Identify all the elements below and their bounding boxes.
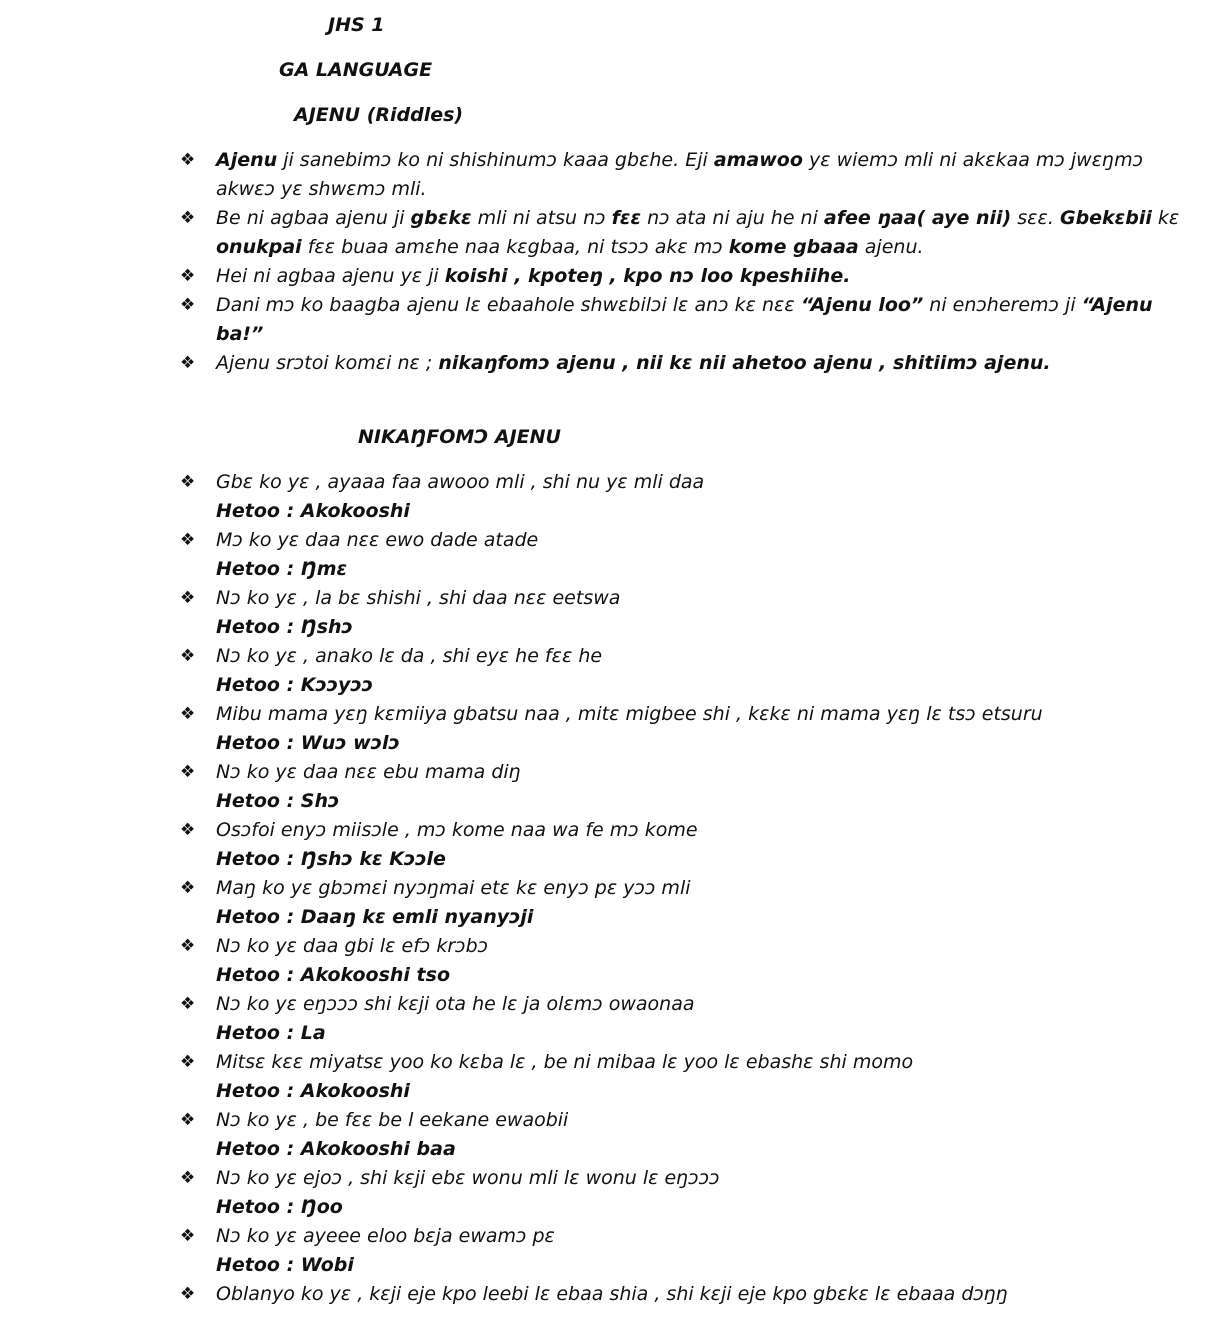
four-diamond-bullet-icon: ❖ (180, 150, 196, 170)
term-fee: fɛɛ (611, 207, 642, 229)
four-diamond-bullet-icon: ❖ (180, 472, 196, 492)
list-item (0, 468, 1086, 526)
four-diamond-bullet-icon: ❖ (180, 1052, 196, 1072)
list-item (0, 642, 1086, 700)
four-diamond-bullet-icon: ❖ (180, 208, 196, 228)
riddle-answer: Hetoo : Akokooshi tso (216, 964, 450, 986)
term-afee-naa: afee ŋaa( aye nii) (823, 207, 1012, 229)
term-amawoo: amawoo (713, 149, 803, 171)
riddle-list (0, 468, 1086, 1309)
subject-heading: GA LANGUAGE (279, 59, 433, 81)
riddle-answer: Hetoo : Wobi (216, 1254, 354, 1276)
list-item (0, 526, 1086, 584)
list-item (0, 262, 1086, 291)
four-diamond-bullet-icon: ❖ (180, 936, 196, 956)
four-diamond-bullet-icon: ❖ (180, 994, 196, 1014)
riddle-question: Nɔ ko yɛ , be fɛɛ be l eekane ewaobii (216, 1109, 569, 1131)
intro-text: ji sanebimɔ ko ni shishinumɔ kaaa gbɛhe. Eji (277, 149, 714, 171)
four-diamond-bullet-icon: ❖ (180, 1226, 196, 1246)
riddle-answer: Hetoo : Ŋoo (216, 1196, 343, 1218)
riddle-question: Nɔ ko yɛ daa nɛɛ ebu mama diŋ (216, 761, 521, 783)
intro-text: Be ni agbaa ajenu ji (216, 207, 411, 229)
riddle-answer: Hetoo : Akokooshi baa (216, 1138, 456, 1160)
intro-text: Ajenu srɔtoi komɛi nɛ ; (216, 352, 439, 374)
four-diamond-bullet-icon: ❖ (180, 704, 196, 724)
list-item (0, 204, 1180, 262)
section-heading: NIKAŊFOMƆ AJENU (358, 426, 561, 448)
topic-heading: AJENU (Riddles) (294, 104, 464, 126)
intro-text: akwɛɔ yɛ shwɛmɔ mli. (216, 178, 427, 200)
intro-text: Hei ni agbaa ajenu yɛ ji (216, 265, 445, 287)
intro-text: ajenu. (858, 236, 924, 258)
riddle-question: Nɔ ko yɛ ejoɔ , shi kɛji ebɛ wonu mli lɛ wonu lɛ eŋɔɔɔ (216, 1167, 720, 1189)
riddle-question: Osɔfoi enyɔ miisɔle , mɔ kome naa wa fe mɔ kome (216, 819, 698, 841)
four-diamond-bullet-icon: ❖ (180, 266, 196, 286)
four-diamond-bullet-icon: ❖ (180, 530, 196, 550)
riddle-question: Mɔ ko yɛ daa nɛɛ ewo dade atade (216, 529, 539, 551)
riddle-question: Maŋ ko yɛ gbɔmɛi nyɔŋmai etɛ kɛ enyɔ pɛ yɔɔ mli (216, 877, 691, 899)
list-item (0, 349, 1086, 378)
four-diamond-bullet-icon: ❖ (180, 1110, 196, 1130)
riddle-answer: Hetoo : Ŋshɔ kɛ Kɔɔle (216, 848, 446, 870)
riddle-question: Gbɛ ko yɛ , ayaaa faa awooo mli , shi nu yɛ mli daa (216, 471, 705, 493)
four-diamond-bullet-icon: ❖ (180, 353, 196, 373)
four-diamond-bullet-icon: ❖ (180, 820, 196, 840)
riddle-answer: Hetoo : Wuɔ wɔlɔ (216, 732, 400, 754)
term-ajenu: Ajenu (216, 149, 278, 171)
riddle-question: Nɔ ko yɛ ayeee eloo bɛja ewamɔ pɛ (216, 1225, 555, 1247)
class-level-heading: JHS 1 (328, 14, 385, 36)
list-item (0, 291, 1153, 349)
intro-bullet-list (0, 146, 1180, 378)
intro-text: yɛ wiemɔ mli ni akɛkaa mɔ jwɛŋmɔ (802, 149, 1144, 171)
list-item (0, 816, 1086, 874)
riddle-answer: Hetoo : Akokooshi (216, 500, 410, 522)
four-diamond-bullet-icon: ❖ (180, 762, 196, 782)
list-item (0, 1280, 1086, 1309)
term-ajenu-ba: “Ajenu (1081, 294, 1153, 316)
list-item (0, 874, 1086, 932)
riddle-answer: Hetoo : Daaŋ kɛ emli nyanyɔji (216, 906, 534, 928)
riddle-answer: Hetoo : Ŋshɔ (216, 616, 353, 638)
four-diamond-bullet-icon: ❖ (180, 1284, 196, 1304)
riddle-answer: Hetoo : Kɔɔyɔɔ (216, 674, 373, 696)
intro-text: mli ni atsu nɔ (471, 207, 612, 229)
list-item (0, 1164, 1086, 1222)
intro-text: fɛɛ buaa amɛhe naa kɛgbaa, ni tsɔɔ akɛ mɔ (301, 236, 729, 258)
intro-text: ni enɔheremɔ ji (923, 294, 1082, 316)
term-onukpai: onukpai (216, 236, 302, 258)
riddle-question: Mitsɛ kɛɛ miyatsɛ yoo ko kɛba lɛ , be ni mibaa lɛ yoo lɛ ebashɛ shi momo (216, 1051, 914, 1073)
list-item (0, 932, 1086, 990)
riddle-question: Mibu mama yɛŋ kɛmiiya gbatsu naa , mitɛ migbee shi , kɛkɛ ni mama yɛŋ lɛ tsɔ etsuru (216, 703, 1043, 725)
list-item (0, 758, 1086, 816)
riddle-answer: Hetoo : Ŋmɛ (216, 558, 348, 580)
list-item (0, 1048, 1086, 1106)
four-diamond-bullet-icon: ❖ (180, 878, 196, 898)
term-gbekebii: Gbekɛbii (1059, 207, 1152, 229)
riddle-question: Nɔ ko yɛ eŋɔɔɔ shi kɛji ota he lɛ ja olɛmɔ owaonaa (216, 993, 695, 1015)
riddle-question: Oblanyo ko yɛ , kɛji eje kpo leebi lɛ ebaa shia , shi kɛji eje kpo gbɛkɛ lɛ ebaaa dɔŋŋ (216, 1283, 1008, 1305)
intro-text: nɔ ata ni aju he ni (641, 207, 824, 229)
intro-text: Dani mɔ ko baagba ajenu lɛ ebaahole shwɛbilɔi lɛ anɔ kɛ nɛɛ (216, 294, 801, 316)
term-kome-gbaaa: kome gbaaa (728, 236, 859, 258)
riddle-question: Nɔ ko yɛ daa gbi lɛ efɔ krɔbɔ (216, 935, 489, 957)
list-item (0, 990, 1086, 1048)
term-places: koishi , kpoteŋ , kpo nɔ loo kpeshiihe. (444, 265, 851, 287)
list-item (0, 584, 1086, 642)
list-item (0, 700, 1086, 758)
list-item (0, 146, 1144, 204)
riddle-answer: Hetoo : La (216, 1022, 326, 1044)
four-diamond-bullet-icon: ❖ (180, 588, 196, 608)
riddle-answer: Hetoo : Shɔ (216, 790, 340, 812)
riddle-answer: Hetoo : Akokooshi (216, 1080, 410, 1102)
four-diamond-bullet-icon: ❖ (180, 1168, 196, 1188)
list-item (0, 1106, 1086, 1164)
four-diamond-bullet-icon: ❖ (180, 646, 196, 666)
intro-text: sɛɛ. (1011, 207, 1060, 229)
riddle-question: Nɔ ko yɛ , la bɛ shishi , shi daa nɛɛ eetswa (216, 587, 621, 609)
list-item (0, 1222, 1086, 1280)
term-ajenu-ba: ba!” (216, 323, 264, 345)
intro-text: kɛ (1151, 207, 1180, 229)
four-diamond-bullet-icon: ❖ (180, 295, 196, 315)
riddle-question: Nɔ ko yɛ , anako lɛ da , shi eyɛ he fɛɛ he (216, 645, 603, 667)
term-ajenu-loo: “Ajenu loo” (800, 294, 924, 316)
term-gbeke: gbɛkɛ (410, 207, 472, 229)
term-riddle-types: nikaŋfomɔ ajenu , nii kɛ nii ahetoo ajenu , shitiimɔ ajenu. (438, 352, 1051, 374)
